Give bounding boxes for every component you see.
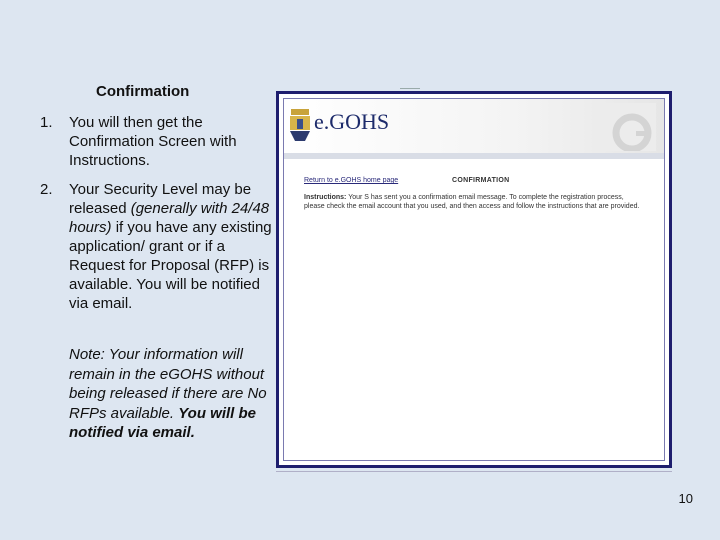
note-bold-text: You will be notified via email. — [69, 404, 257, 441]
screenshot-header — [284, 99, 664, 159]
item-text-b: if you have any existing application/ grant or if a Request for Proposal (RFP) is available. You will be notified via email. — [69, 219, 272, 312]
confirmation-title: CONFIRMATION — [452, 177, 510, 184]
return-home-link[interactable]: Return to e.GOHS home page — [304, 177, 399, 184]
slide-heading: Confirmation — [96, 83, 190, 100]
item-text-emphasis: (generally with 24/48 hours) — [69, 200, 270, 236]
egohs-logo-icon — [288, 107, 312, 143]
note-text: Note: Your information will remain in the eGOHS without being released if there are No RFPs available. — [69, 346, 267, 422]
item-text: You will then get the Confirmation Screen with Instructions. — [69, 114, 237, 169]
screenshot-underline — [276, 471, 672, 472]
confirmation-instructions — [304, 193, 644, 211]
note-paragraph — [69, 345, 284, 443]
screenshot-frame — [283, 98, 665, 461]
egohs-logo-text: e.GOHS — [314, 109, 390, 134]
list-item — [40, 113, 280, 170]
instructions-text: Your S has sent you a confirmation email message. To complete the registration process, please check the email account that you used, and then access and follow the instructions that are provided. — [304, 194, 640, 210]
list-item — [40, 180, 280, 313]
item-number: 2. — [40, 181, 53, 198]
g-watermark-icon — [598, 103, 656, 151]
page-number: 10 — [678, 491, 693, 506]
instructions-label: Instructions: — [304, 194, 347, 201]
instruction-list — [40, 113, 280, 323]
item-text-a: Your Security Level may be released — [69, 181, 252, 217]
item-number: 1. — [40, 114, 53, 131]
divider — [400, 88, 420, 89]
confirmation-screenshot — [276, 91, 672, 468]
